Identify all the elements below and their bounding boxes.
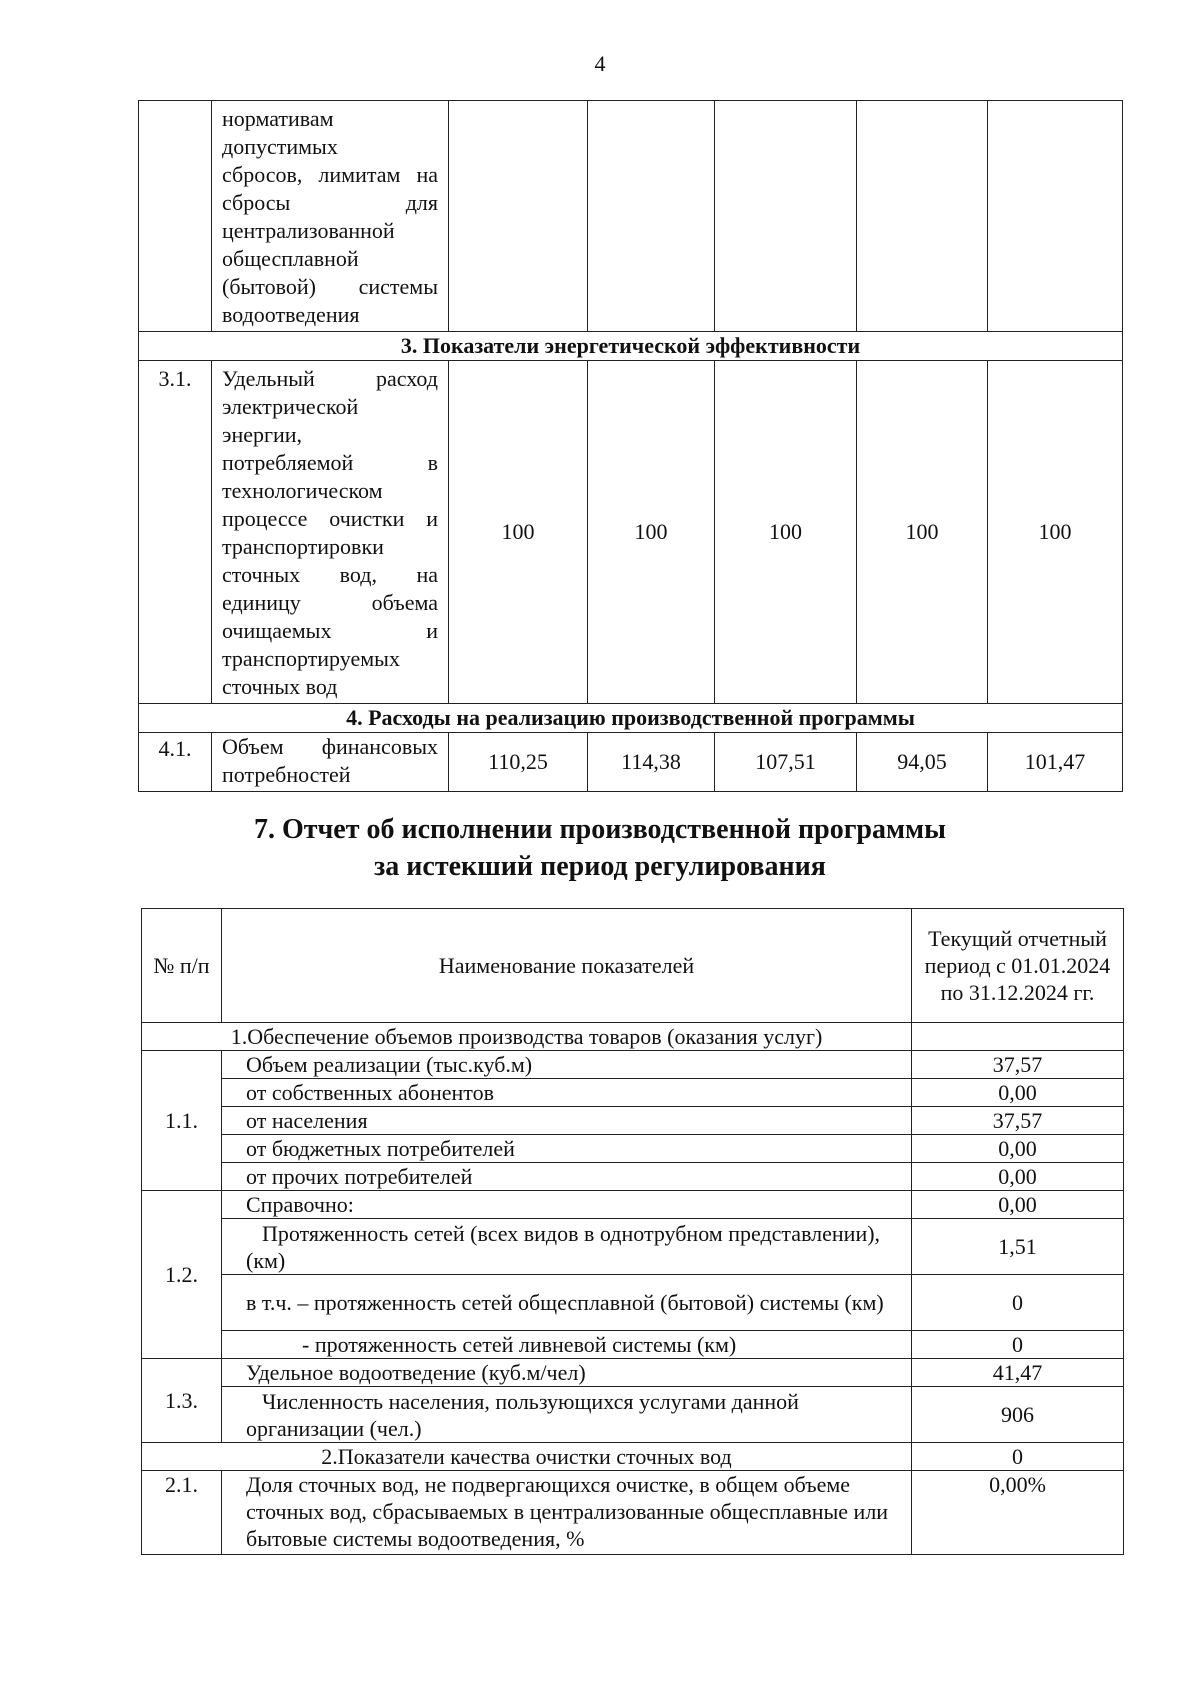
- indicator-value: 906: [912, 1387, 1124, 1443]
- section-row: [139, 704, 1123, 733]
- header-name: Наименование показателей: [222, 909, 912, 1023]
- value-cell: [912, 1023, 1124, 1051]
- indicator-value: 41,47: [912, 1359, 1124, 1387]
- indicator-value: 0,00: [912, 1135, 1124, 1163]
- row-number: 2.1.: [142, 1471, 222, 1555]
- value-cell: 100: [857, 361, 988, 704]
- indicator-name: от собственных абонентов: [222, 1079, 912, 1107]
- text-line: нормативам: [222, 106, 334, 131]
- text-line: общесплавной: [222, 246, 359, 271]
- value-cell: 101,47: [988, 733, 1123, 792]
- value-cell: 100: [715, 361, 857, 704]
- table-row: [142, 1051, 1124, 1079]
- indicator-name-cell: [212, 101, 449, 332]
- page-number: 4: [594, 51, 606, 76]
- text-line: электрической: [222, 394, 359, 419]
- value-cell: 94,05: [857, 733, 988, 792]
- text-line: энергии,: [222, 422, 303, 447]
- text-line: (бытовой) системы: [222, 274, 438, 299]
- heading-line-2: за истекший период регулирования: [374, 851, 826, 882]
- indicator-name-cell: [212, 733, 449, 792]
- value-cell: 107,51: [715, 733, 857, 792]
- section-title: 3. Показатели энергетической эффективности: [139, 332, 1123, 361]
- text-line: процессе очистки и: [222, 506, 438, 531]
- indicator-name: Численность населения, пользующихся услугами данной организации (чел.): [222, 1387, 912, 1443]
- table-row: [142, 1471, 1124, 1555]
- text-line: сточных вод: [222, 674, 338, 699]
- indicator-value: 37,57: [912, 1107, 1124, 1135]
- value-cell: 100: [449, 361, 588, 704]
- text-line: транспортируемых: [222, 646, 400, 671]
- table-row: [142, 1219, 1124, 1275]
- row-number-cell: [139, 101, 212, 332]
- indicator-name: Доля сточных вод, не подвергающихся очистке, в общем объеме сточных вод, сбрасываемых в централизованные общесплавные или бытовые системы водоотведения, %: [222, 1471, 912, 1555]
- heading-line-1: 7. Отчет об исполнении производственной программы: [253, 814, 946, 845]
- text-line: сбросов, лимитам на: [222, 162, 438, 187]
- section-title: 2.Показатели качества очистки сточных вод: [142, 1443, 912, 1471]
- value-cell: [988, 101, 1123, 332]
- value-cell: [715, 101, 857, 332]
- indicator-name: - протяженность сетей ливневой системы (км): [222, 1331, 912, 1359]
- group-number: 1.1.: [142, 1051, 222, 1191]
- indicator-name: в т.ч. – протяженность сетей общесплавной (бытовой) системы (км): [222, 1275, 912, 1331]
- group-number: 1.2.: [142, 1191, 222, 1359]
- text-line: допустимых: [222, 134, 338, 159]
- text-line: транспортировки: [222, 534, 384, 559]
- row-number: 4.1.: [139, 733, 212, 792]
- table-row: [142, 1191, 1124, 1219]
- table-row: [142, 1387, 1124, 1443]
- text-line: Объем финансовых: [222, 734, 438, 759]
- indicators-table: [138, 100, 1123, 792]
- value-cell: [588, 101, 715, 332]
- value-cell: 100: [988, 361, 1123, 704]
- table-row: [139, 361, 1123, 704]
- indicator-value: 0,00: [912, 1163, 1124, 1191]
- text-line: потребляемой в: [222, 450, 438, 475]
- indicator-value: 0: [912, 1331, 1124, 1359]
- indicator-value: 1,51: [912, 1219, 1124, 1275]
- section-value: 0: [912, 1443, 1124, 1471]
- indicator-value: 0,00%: [912, 1471, 1124, 1555]
- table-row: [142, 1135, 1124, 1163]
- indicator-name: от населения: [222, 1107, 912, 1135]
- value-cell: 110,25: [449, 733, 588, 792]
- text-line: водоотведения: [222, 302, 360, 327]
- text-line: сточных вод, на: [222, 562, 438, 587]
- indicator-name: Объем реализации (тыс.куб.м): [222, 1051, 912, 1079]
- indicator-name: Протяженность сетей (всех видов в однотрубном представлении), (км): [222, 1219, 912, 1275]
- section-heading: [0, 811, 1200, 885]
- indicator-name: Удельное водоотведение (куб.м/чел): [222, 1359, 912, 1387]
- group-number: 1.3.: [142, 1359, 222, 1443]
- text-line: сбросы для: [222, 190, 438, 215]
- text-line: очищаемых и: [222, 618, 438, 643]
- report-table: [141, 908, 1124, 1555]
- text-line: единицу объема: [222, 590, 438, 615]
- value-cell: 114,38: [588, 733, 715, 792]
- indicator-name-cell: [212, 361, 449, 704]
- indicator-name: от прочих потребителей: [222, 1163, 912, 1191]
- text-line: технологическом: [222, 478, 383, 503]
- table-row: [142, 1107, 1124, 1135]
- section-row: [139, 332, 1123, 361]
- table-row: [142, 1331, 1124, 1359]
- table-row: [142, 1079, 1124, 1107]
- section-title: 4. Расходы на реализацию производственной программы: [139, 704, 1123, 733]
- indicator-name: Справочно:: [222, 1191, 912, 1219]
- table-row: [142, 1163, 1124, 1191]
- table-row: [142, 1275, 1124, 1331]
- value-cell: [857, 101, 988, 332]
- value-cell: [449, 101, 588, 332]
- indicator-value: 0: [912, 1275, 1124, 1331]
- text-line: централизованной: [222, 218, 395, 243]
- header-num: № п/п: [142, 909, 222, 1023]
- indicator-name: от бюджетных потребителей: [222, 1135, 912, 1163]
- text-line: потребностей: [222, 762, 351, 787]
- table-row: [139, 101, 1123, 332]
- indicator-value: 37,57: [912, 1051, 1124, 1079]
- table-row: [142, 1359, 1124, 1387]
- header-row: [142, 909, 1124, 1023]
- value-cell: 100: [588, 361, 715, 704]
- indicator-value: 0,00: [912, 1191, 1124, 1219]
- indicator-value: 0,00: [912, 1079, 1124, 1107]
- table-row: [139, 733, 1123, 792]
- section-row: [142, 1023, 1124, 1051]
- header-period: Текущий отчетный период с 01.01.2024 по 31.12.2024 гг.: [912, 909, 1124, 1023]
- text-line: Удельный расход: [222, 366, 438, 391]
- row-number: 3.1.: [139, 361, 212, 704]
- section-title: 1.Обеспечение объемов производства товаров (оказания услуг): [142, 1023, 912, 1051]
- section-row: [142, 1443, 1124, 1471]
